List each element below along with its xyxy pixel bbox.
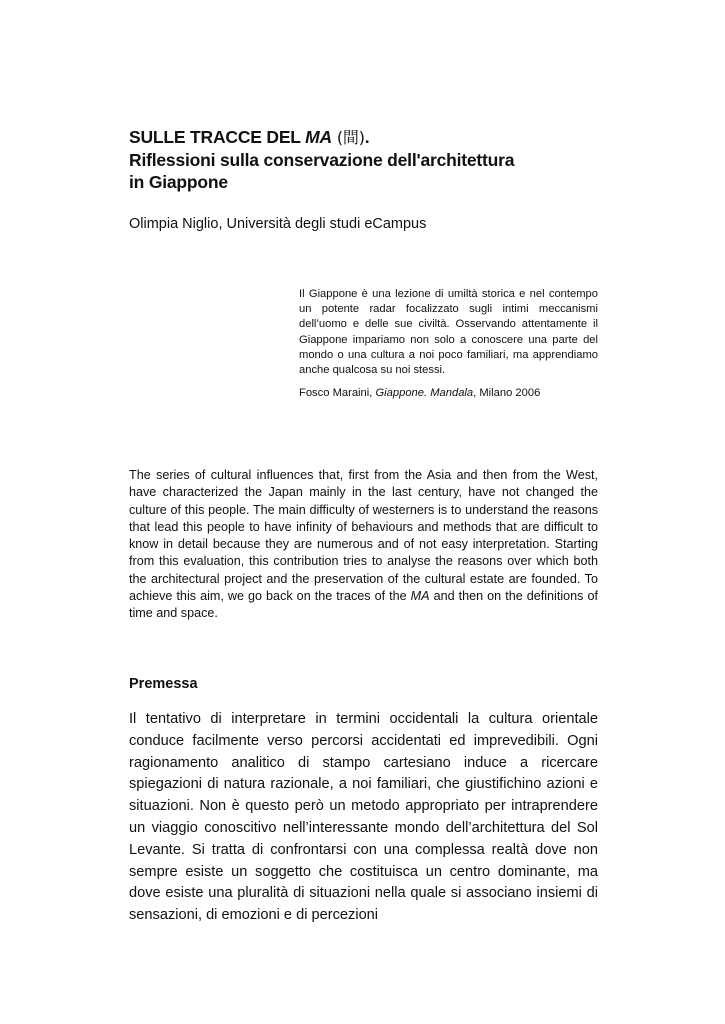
epigraph-source-author: Fosco Maraini, xyxy=(299,387,376,400)
abstract-italic-ma: MA xyxy=(410,589,430,604)
title-prefix: SULLE TRACCE DEL xyxy=(129,127,306,147)
body-paragraph: Il tentativo di interpretare in termini occidentali la cultura orientale conduce facilmente verso percorsi accidentati ed imprevedibili. Ogni ragionamento analitico di stampo cartesiano induce a ricercare spiegazioni di natura razionale, a noi familiari, che giustifichino azioni e situazioni. Non è questo però un metodo appropriato per intraprendere un viaggio conoscitivo nell’interessante mondo dell’architettura del Sol Levante. Si tratta di confrontarsi con una complessa realtà dove non sempre esiste un soggetto che costituisca un centro dominante, ma dove esiste una pluralità di situazioni nella quale si associano insiemi di sensazioni, di emozioni e di percezioni xyxy=(129,711,598,924)
epigraph-source-title: Giappone. Mandala xyxy=(375,387,474,400)
section-heading-premessa: Premessa xyxy=(129,676,198,692)
abstract-paragraph xyxy=(129,467,598,623)
epigraph-quote xyxy=(299,287,598,401)
title-italic-ma: MA xyxy=(305,127,332,147)
epigraph-source-rest: , Milano 2006 xyxy=(473,387,541,400)
epigraph-source xyxy=(299,386,598,401)
author-affiliation: Olimpia Niglio, Università degli studi eCampus xyxy=(129,216,427,232)
abstract-text-after: and then on the definitions of time and space. xyxy=(129,589,598,621)
abstract-text-before: The series of cultural influences that, first from the Asia and then from the West, have characterized the Japan mainly in the last century, have not changed the culture of this people. The main difficulty of westerners is to understand the reasons that lead this people to have infinity of behaviours and methods that are difficult to know in detail because they are numerous and of not easy interpretation. Starting from this evaluation, this contribution tries to analyse the reasons over which both the architectural project and the preservation of the cultural estate are founded. To achieve this aim, we go back on the traces of the xyxy=(129,468,598,604)
title-suffix: . xyxy=(364,127,370,147)
epigraph-text: Il Giappone è una lezione di umiltà storica e nel contempo un potente radar focalizzato sugli intimi meccanismi dell’uomo e delle sue civiltà. Osservando attentamente il Giappone impariamo non solo a conoscere una parte del mondo o una cultura a noi poco familiari, ma apprendiamo anche qualcosa su noi stessi. xyxy=(299,288,598,377)
title-kanji: (間) xyxy=(331,128,365,147)
title-line-1 xyxy=(129,126,599,149)
title-line-3: in Giappone xyxy=(129,172,228,192)
title-line-2: Riflessioni sulla conservazione dell'architettura xyxy=(129,150,515,170)
paper-title xyxy=(129,126,599,193)
